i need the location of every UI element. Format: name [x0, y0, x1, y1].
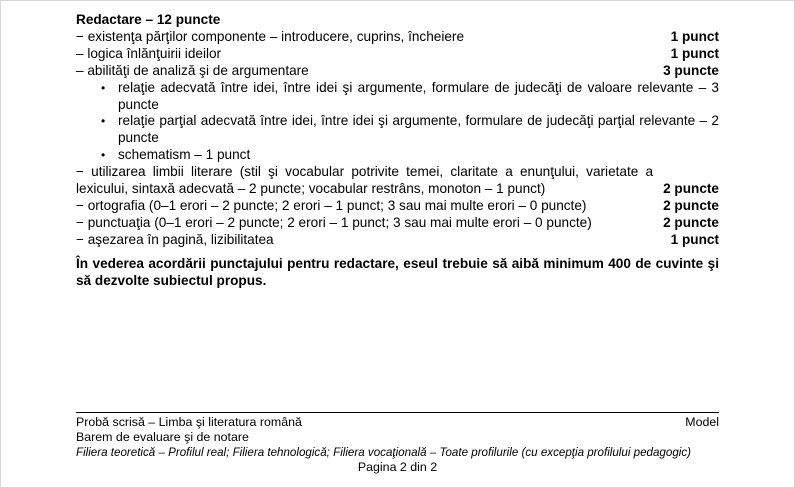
criterion-text: – logica înlănţuirii ideilor	[76, 45, 222, 61]
criterion-row	[76, 46, 719, 63]
criterion-text: − existenţa părţilor componente – introducere, cuprins, încheiere	[76, 28, 465, 44]
criterion-text: − utilizarea limbii literare (stil şi vocabular potrivite temei, claritate a enunţului, varietate a lexicului, sintaxă adecvată – 2 puncte; vocabular restrâns, monoton – 1 punct)	[76, 164, 654, 197]
bullet-dot-icon: •	[101, 148, 106, 163]
criterion-row	[76, 63, 719, 80]
criterion-row	[76, 164, 719, 198]
criterion-points: 1 punct	[670, 28, 719, 44]
criterion-row	[76, 215, 719, 232]
criterion-row	[76, 232, 719, 249]
criterion-points: 2 puncte	[663, 197, 719, 213]
document-body	[76, 12, 719, 303]
bullet-text: schematism – 1 punct	[118, 147, 251, 163]
footer-exam-line	[76, 415, 719, 430]
criterion-text: − aşezarea în pagină, lizibilitatea	[76, 231, 274, 247]
criterion-points: 2 puncte	[663, 214, 719, 230]
criterion-points: 1 punct	[670, 45, 719, 61]
page-footer	[76, 412, 719, 475]
criterion-text: − punctuaţia (0–1 erori – 2 puncte; 2 erori – 1 punct; 3 sau mai multe erori – 0 puncte)	[76, 214, 592, 230]
footer-filiera: Filiera teoretică – Profilul real; Filiera tehnologică; Filiera vocaţională – Toate profilurile (cu excepţia profilului pedagogic)	[76, 446, 692, 459]
criterion-text: − ortografia (0–1 erori – 2 puncte; 2 erori – 1 punct; 3 sau mai multe erori – 0 puncte)	[76, 197, 587, 213]
criterion-row	[76, 29, 719, 46]
page-number: Pagina 2 din 2	[357, 460, 438, 474]
criterion-points: 2 puncte	[663, 181, 719, 197]
footer-model: Model	[685, 415, 719, 429]
bullet-text: relaţie adecvată între idei, între idei şi argumente, formulare de judecăţi de valoare relevante – 3 puncte	[118, 79, 719, 112]
criterion-row	[76, 198, 719, 215]
criterion-points: 1 punct	[670, 231, 719, 247]
footer-exam: Probă scrisă – Limba şi literatura română	[76, 415, 302, 429]
criterion-points: 3 puncte	[663, 62, 719, 78]
bullet-item	[76, 80, 719, 114]
criterion-text: – abilităţi de analiză şi de argumentare	[76, 62, 309, 78]
bullet-dot-icon: •	[101, 114, 106, 129]
bullet-text: relaţie parţial adecvată între idei, între idei şi argumente, formulare de judecăţi parţial relevante – 2 puncte	[118, 113, 719, 146]
bullet-dot-icon: •	[101, 80, 106, 95]
analysis-bullet-list	[76, 80, 719, 165]
footer-barem: Barem de evaluare şi de notare	[76, 430, 249, 444]
section-title: Redactare – 12 puncte	[76, 12, 221, 27]
bullet-item	[76, 147, 719, 164]
requirement-note: În vederea acordării punctajului pentru redactare, eseul trebuie să aibă minimum 400 de cuvinte şi să dezvolte subiectul propus.	[76, 255, 719, 288]
bullet-item	[76, 113, 719, 147]
